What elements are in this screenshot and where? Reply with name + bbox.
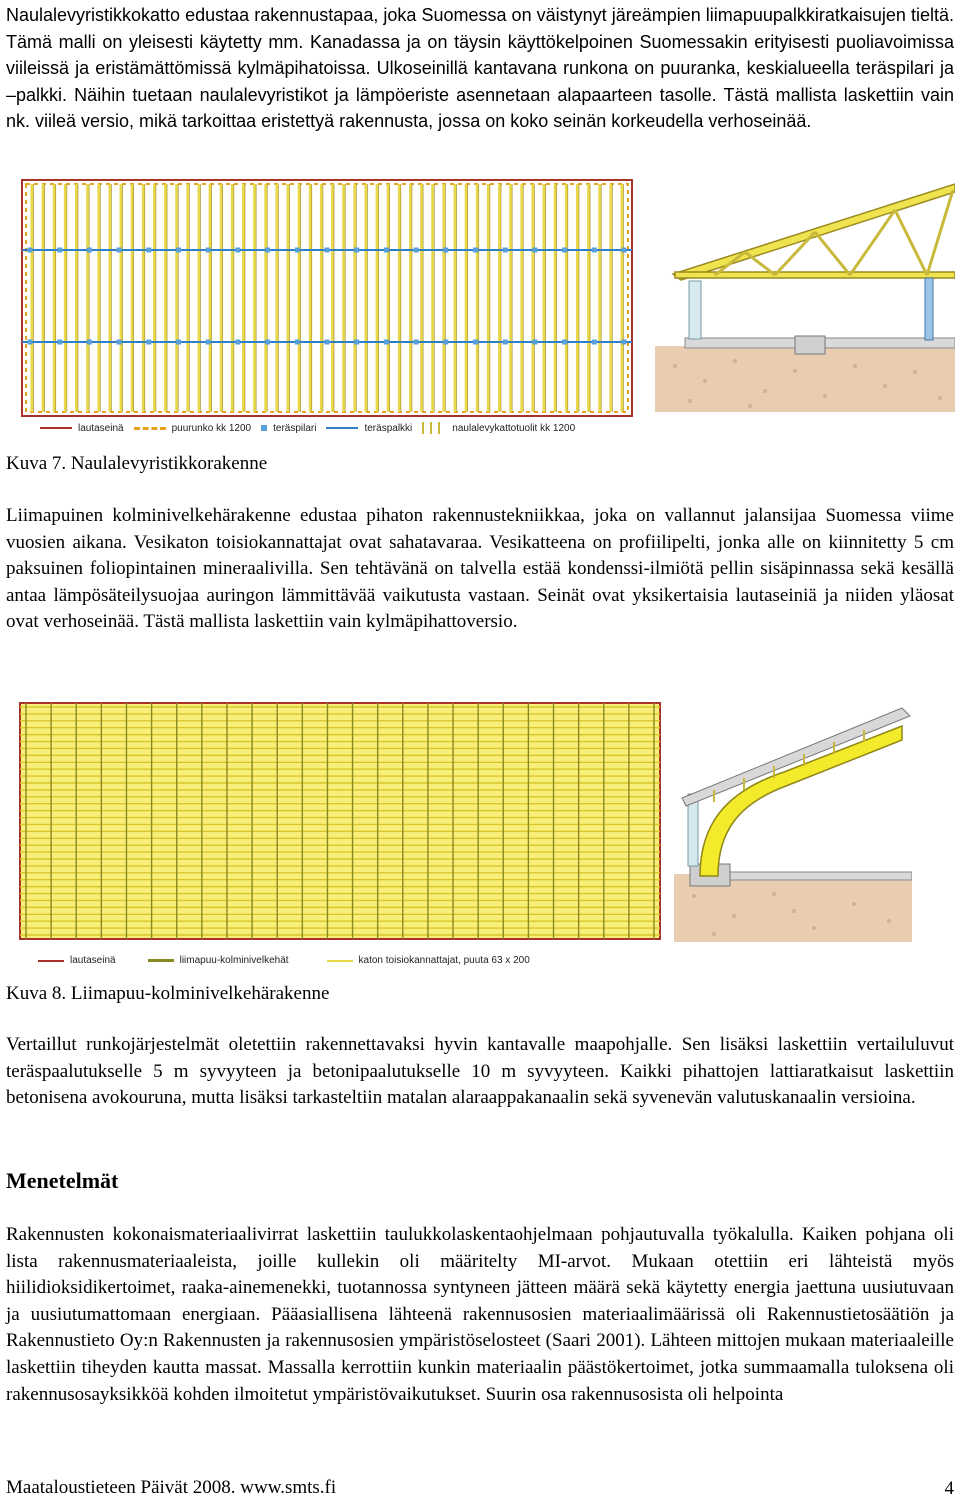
legend-trusses: naulalevykattotuolit kk 1200 [452,422,576,434]
steel-column [592,340,597,345]
steel-column [28,340,33,345]
figure7-caption: Kuva 7. Naulalevyristikkorakenne [6,453,268,474]
steel-column [562,340,567,345]
steel-column [206,248,211,253]
paragraph-glulam: Liimapuinen kolminivelkehärakenne edustaa pihaton rakennustekniikkaa, joka on vallannut jalansijaa Suomessa viime vuosien aikana. Vesikaton toisiokannattajat ovat sahatavaraa. Vesikatteena on profiilipelti, jonka alle on kiinnitetty 5 cm paksuinen foliopintainen mineraalivilla. Sen tehtävänä on talvella estää kondenssi-ilmiötä pellin sisäpinnassa sekä kesällä antaa lämpösäteilysuojaa auringon lämmittävää vaikutusta vastaan. Seinät ovat yksikertaisia lautaseiniä ja niiden yläosat ovat verhoseinää. Tästä mallista laskettiin vain kylmäpihattoversio. [6,505,954,633]
steel-column [354,248,359,253]
steel-column [235,340,240,345]
steel-column [325,248,330,253]
steel-column [592,248,597,253]
page-number: 4 [944,1478,954,1499]
steel-column [176,248,181,253]
steel-column [473,340,478,345]
steel-column [176,340,181,345]
paragraph-methods: Rakennusten kokonaismateriaalivirrat laskettiin taulukkolaskentaohjelmaan pohjautuvalla työkalulla. Kaiken pohjana oli lista rakennusmateriaaleista, joille kullekin oli määritelty MI-arvot. Mukaan otettiin eri lähteistä myös hiilidioksidikertoimet, raaka-ainemenekki, tuotannossa syntyneen jätteen määrä sekä käytetty energia jaettuna uusiutuvaan ja uusiutumattomaan energiaan. Pääasiallisena lähteenä rakennusosien materiaalimäärissä oli Rakennustietosäätiön ja Rakennustieto Oy:n Rakennusten ja rakennusosien ympäristöselosteet (Saari 2001). Lähteen mittojen mukaan materiaaleille laskettiin tiheyden kautta massat. Massalla kerrottiin kunkin materiaalin päästökertoimet, jotka summaamalla tuloksena oli rakennusosayksikköä kohden ilmoitetut ympäristövaikutukset. Suurin osa rakennusosista oli helpointa [6,1224,954,1405]
figure8-legend [38,955,540,966]
paragraph-foundations: Vertaillut runkojärjestelmät oletettiin rakennettavaksi hyvin kantavalle maapohjalle. Sen lisäksi laskettiin vertailuluvut teräspaalutukselle 5 m syvyyteen ja betonipaalutukselle 10 m syvyyteen. Kaikki pihattojen lattiaratkaisut laskettiin betonisena avokouruna, mutta lisäksi tarkasteltiin matalan alaraappakanaalin sekä syvenevän valutuskanaalin versioina. [6,1034,954,1109]
glulam-plan-drawing [14,699,668,945]
steel-column [146,248,151,253]
truss-section-drawing [655,176,955,412]
steel-column [87,248,92,253]
steel-column [295,248,300,253]
page-footer: Maataloustieteen Päivät 2008. www.smts.fi [6,1477,337,1498]
truss-plan-drawing [12,176,646,420]
steel-column [57,340,62,345]
steel-column [503,248,508,253]
steel-column [265,340,270,345]
steel-column [57,248,62,253]
steel-column [414,248,419,253]
steel-column [146,340,151,345]
legend-steel-column: teräspilari [273,422,317,434]
steel-column [28,248,33,253]
steel-column [117,248,122,253]
steel-column [622,248,627,253]
steel-column [265,248,270,253]
wall-outline [20,703,660,939]
legend-steel-beam: teräspalkki [364,422,413,434]
steel-column [325,340,330,345]
steel-column [87,340,92,345]
steel-column [443,340,448,345]
steel-column [235,248,240,253]
legend-wood-frame: puurunko kk 1200 [171,422,252,434]
steel-column [354,340,359,345]
legend-wall: lautaseinä [78,422,124,434]
legend-glulam-frames: liimapuu-kolminivelkehät [179,955,289,966]
steel-column [532,340,537,345]
steel-column [473,248,478,253]
steel-column [562,248,567,253]
legend-wall: lautaseinä [70,955,116,966]
steel-column [622,340,627,345]
figure8-caption: Kuva 8. Liimapuu-kolminivelkehärakenne [6,983,330,1004]
section-heading: Menetelmät [6,1168,119,1193]
paragraph-truss-intro: Naulalevyristikkokatto edustaa rakennustapaa, joka Suomessa on väistynyt järeämpien liimapuupalkkiratkaisujen tieltä. Tämä malli on yleisesti käytetty mm. Kanadassa ja on täysin käyttökelpoinen Suomessakin erityisesti puoliavoimissa viileissä ja eristämättömissä kylmäpihatoissa. Ulkoseinillä kantavana runkona on puuranka, keskialueella teräspilari ja –palkki. Näihin tuetaan naulalevyristikot ja lämpöeriste asennetaan alapaarteen tasolle. Tästä mallista laskettiin vain nk. viileä versio, mikä tarkoittaa eristettyä rakennusta, jossa on koko seinän korkeudella verhoseinää. [6,5,954,132]
legend-purlins: katon toisiokannattajat, puuta 63 x 200 [358,955,530,966]
steel-column [384,248,389,253]
steel-column [295,340,300,345]
steel-column [414,340,419,345]
steel-column [117,340,122,345]
steel-column [532,248,537,253]
steel-column [443,248,448,253]
steel-column [503,340,508,345]
figure7-legend [40,422,585,434]
steel-column [384,340,389,345]
glulam-section-drawing [674,706,912,942]
steel-column [206,340,211,345]
wall-outline [22,180,632,416]
